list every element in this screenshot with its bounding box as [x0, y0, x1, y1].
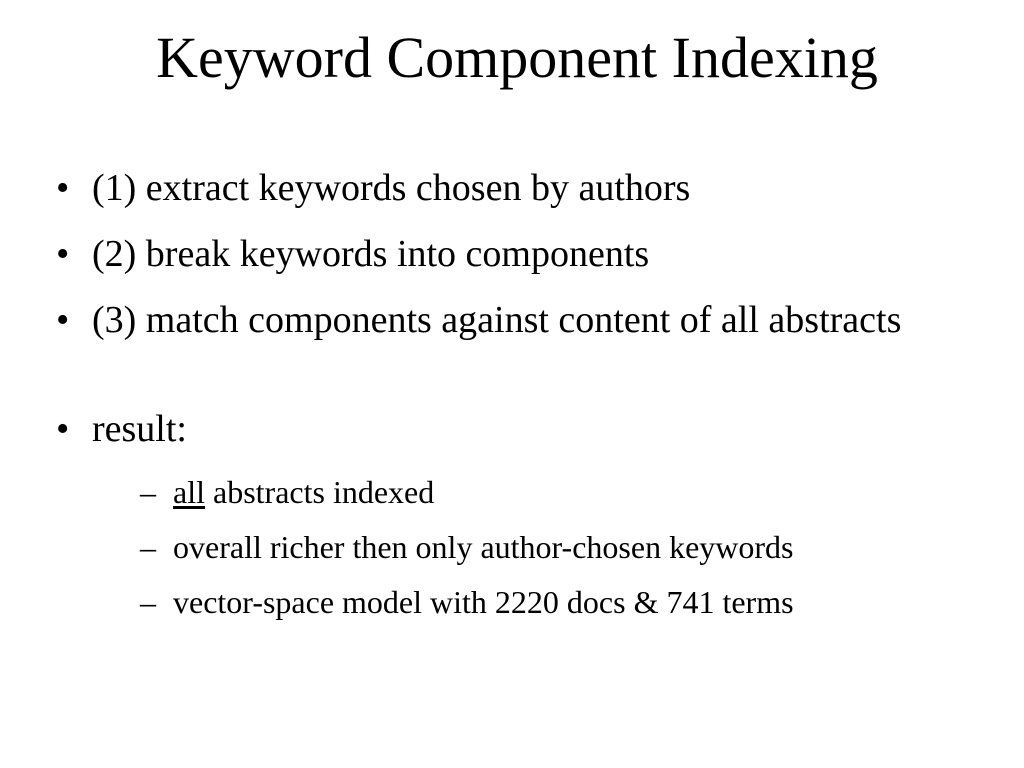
- bullet-item: [56, 294, 956, 347]
- result-sub-list: [92, 473, 956, 621]
- sub-text: vector-space model with 2220 docs & 741 terms: [173, 584, 794, 620]
- dash-icon: –: [140, 584, 156, 620]
- sub-item: [92, 528, 956, 566]
- result-bullet: [56, 403, 956, 621]
- bullet-text: (3) match components against content of all abstracts: [92, 299, 902, 341]
- bullet-icon: •: [56, 167, 70, 209]
- slide-title: Keyword Component Indexing: [156, 25, 878, 90]
- bullet-text: (1) extract keywords chosen by authors: [92, 167, 691, 209]
- result-label: result:: [92, 408, 187, 450]
- sub-item: [92, 583, 956, 621]
- sub-text: overall richer then only author-chosen keywords: [173, 529, 794, 565]
- dash-icon: –: [140, 474, 156, 510]
- bullet-item: [56, 162, 956, 215]
- sub-emphasis: all: [173, 474, 205, 510]
- sub-item: [92, 473, 956, 511]
- sub-text: abstracts indexed: [204, 474, 435, 510]
- bullet-item: [56, 228, 956, 281]
- bullet-text: (2) break keywords into components: [92, 233, 650, 275]
- bullet-list: [56, 162, 956, 634]
- dash-icon: –: [140, 529, 156, 565]
- bullet-icon: •: [56, 233, 70, 275]
- bullet-icon: •: [56, 299, 70, 341]
- bullet-icon: •: [56, 408, 70, 450]
